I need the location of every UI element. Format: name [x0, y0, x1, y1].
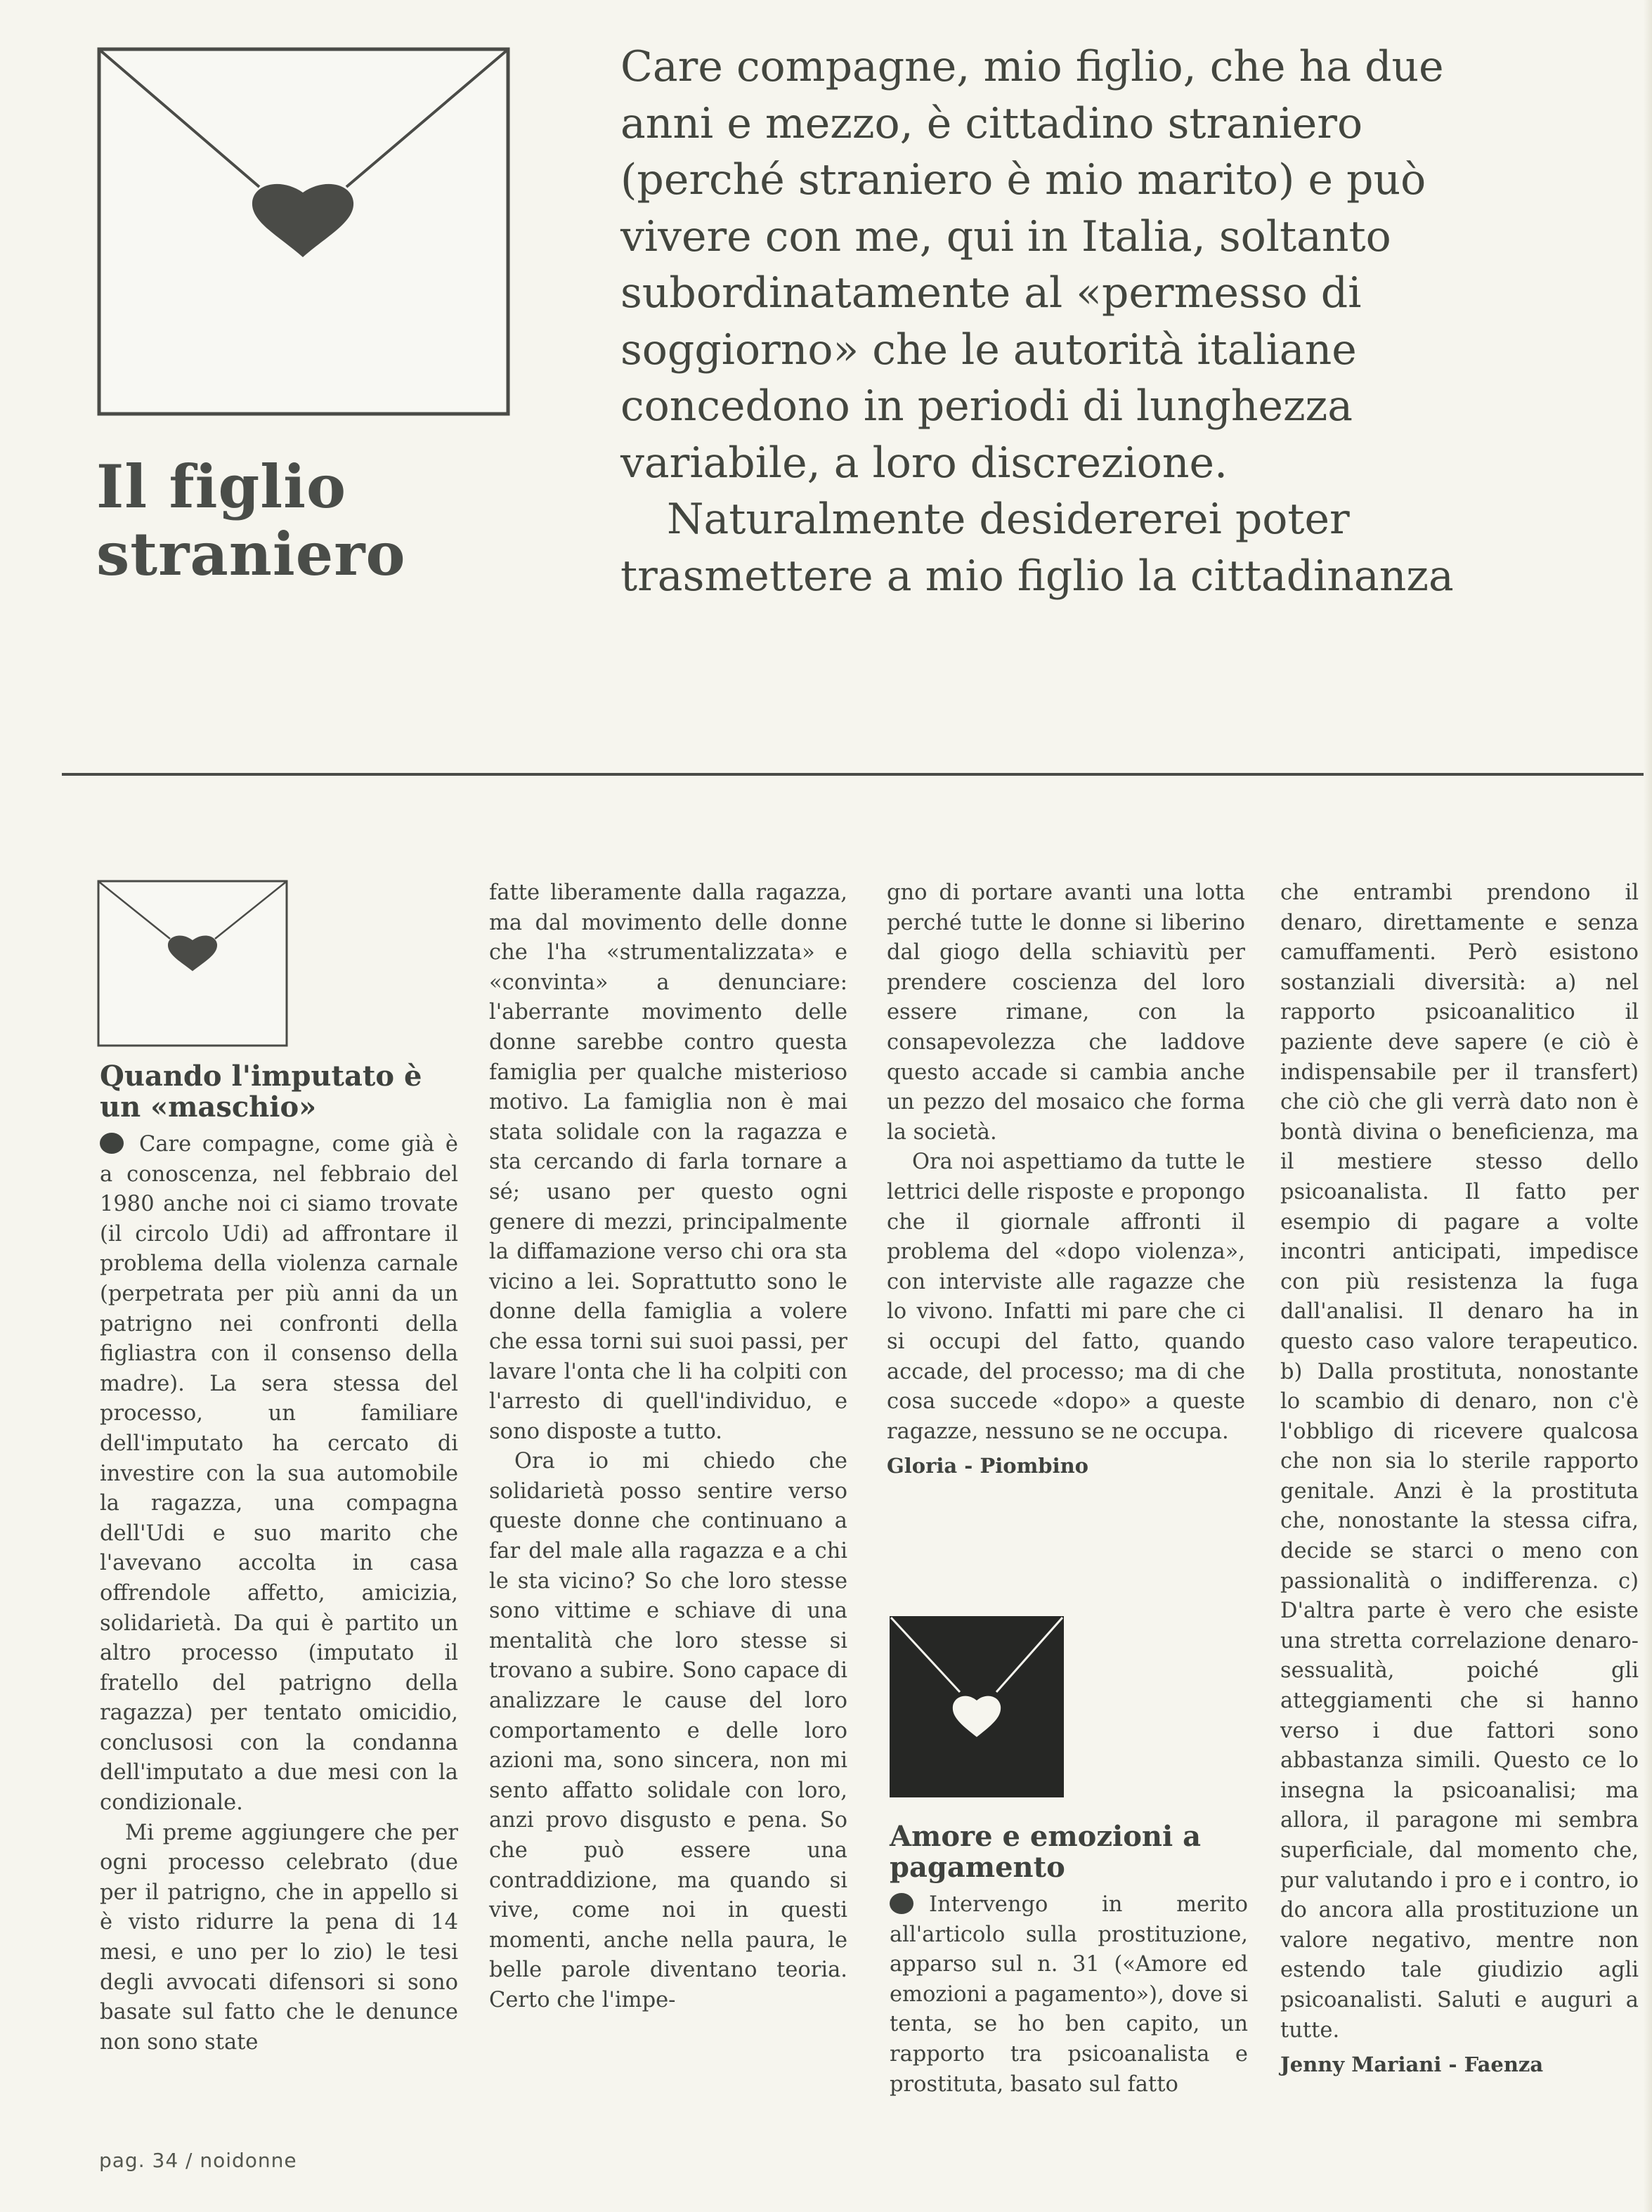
envelope-heart-dark-icon — [890, 1616, 1064, 1797]
letter2-paragraph: Intervengo in merito all'articolo sulla prostituzione, apparso sul n. 31 («Amore ed emozioni a pagamento»), dove si tenta, se ho ben capito, un rapporto tra psicoanalista e prostituta, basato sul fatto — [890, 1892, 1248, 2097]
envelope-heart-icon-graphic — [96, 46, 511, 417]
main-article-title — [96, 453, 405, 588]
section-divider — [62, 773, 1652, 776]
letter2-signature: Jenny Mariani - Faenza — [1280, 2052, 1544, 2077]
letter1-paragraph: Mi preme aggiungere che per ogni processo celebrato (due per il patrigno, che in appello si è visto ridurre la pena di 14 mesi, e uno per lo zio) le tesi degli avvocati difensori si sono basate sul fatto che le denunce non sono state — [100, 1820, 458, 2055]
envelope-heart-icon — [97, 880, 288, 1047]
main-article-lead — [620, 39, 1632, 604]
lead-line: concedono in periodi di lunghezza — [620, 382, 1353, 431]
lead-line: subordinatamente al «permesso di — [620, 268, 1362, 318]
lead-line: (perché straniero è mio marito) e può — [620, 155, 1426, 204]
letter1-paragraph: Ora noi aspettiamo da tutte le lettrici delle risposte e propongo che il giornale affronti il problema del «dopo violenza», con interviste alle ragazze che lo vivono. Infatti mi pare che ci si occupi del fatto, quando accade, del processo; ma di che cosa succede «dopo» a queste ragazze, nessuno se ne occupa. — [887, 1150, 1245, 1444]
envelope-heart-icon — [96, 46, 511, 417]
letter1-paragraph: Care compagne, come già è a conoscenza, nel febbraio del 1980 anche noi ci siamo trovate (il circolo Udi) ad affrontare il problema della violenza carnale (perpetrata per più anni da un patrigno nei confronti della figliastra con il consenso della madre). La sera stessa del processo, un familiare dell'imputato ha cercato di investire con la sua automobile la ragazza, una compagna dell'Udi e suo marito che l'avevano accolta in casa offrendole affetto, amicizia, solidarietà. Da qui è partito un altro processo (imputato il fratello del patrigno della ragazza) per tentato omicidio, conclusosi con la condanna dell'imputato a due mesi con la condizionale. — [100, 1132, 458, 1816]
letter2-column-end — [1280, 878, 1639, 2080]
page-footer: pag. 34 / noidonne — [99, 2149, 297, 2172]
lead-line: Naturalmente desidererei poter — [667, 495, 1350, 544]
main-title-line: Il figlio — [96, 452, 347, 521]
lead-line: soggiorno» che le autorità italiane — [620, 325, 1357, 375]
lead-line: anni e mezzo, è cittadino straniero — [620, 98, 1363, 148]
lead-line: vivere con me, qui in Italia, soltanto — [620, 212, 1391, 261]
scan-edge-shadow — [1644, 0, 1652, 2212]
main-title-line: straniero — [96, 519, 406, 589]
lead-line: Care compagne, mio figlio, che ha due — [620, 42, 1444, 91]
letter1-column-3 — [887, 878, 1245, 1481]
bullet-icon — [100, 1133, 124, 1154]
letter1-paragraph: fatte liberamente dalla ragazza, ma dal movimento delle donne che l'ha «strumentalizzata» e «convinta» a denunciare: l'aberrante movimento delle donne sarebbe contro questa famiglia per qualche misterioso motivo. La famiglia non è mai stata solidale con la ragazza e sta cercando di farla tornare a sé; usano per questo ogni genere di mezzi, principalmente la diffamazione verso chi ora sta vicino a lei. Soprattutto sono le donne della famiglia a volere che essa torni sui suoi passi, per lavare l'onta che li ha colpiti con l'arresto di quell'individuo, e sono disposte a tutto. — [489, 880, 847, 1444]
envelope-heart-dark-graphic — [890, 1616, 1064, 1797]
letter2-column-start — [890, 1821, 1248, 2100]
letter1-paragraph: Ora io mi chiedo che solidarietà posso sentire verso queste donne che continuano a far del male alla ragazza e a chi le sta vicino? So che loro stesse sono vittime e schiave di una mentalità che loro stesse si trovano a subire. Sono capace di analizzare le cause del loro comportamento e delle loro azioni ma, sono sincera, non mi sento affatto solidale con loro, anzi provo disgusto e pena. So che può essere una contraddizione, ma quando si vive, come noi in questi momenti, anche nella paura, le belle parole diventano teoria. Certo che l'impe- — [489, 1449, 847, 2012]
letter1-signature: Gloria - Piombino — [887, 1454, 1089, 1478]
letter1-column-1 — [100, 1061, 458, 2057]
letter2-paragraph: che entrambi prendono il denaro, direttamente e senza camuffamenti. Però esistono sostanziali diversità: a) nel rapporto psicoanalitico il paziente deve sapere (e ciò è indispensabile per il transfert) che ciò che gli verrà dato non è bontà divina o beneficienza, ma il mestiere stesso dello psicoanalista. Il fatto per esempio di pagare a volte incontri anticipati, impedisce con più resistenza la fuga dall'analisi. Il denaro ha in questo caso valore terapeutico. b) Dalla prostituta, nonostante lo scambio di denaro, non c'è l'obbligo di ricevere qualcosa che non sia lo sterile rapporto genitale. Anzi è la prostituta che, nonostante la stessa cifra, decide se starci o meno con passionalità o indifferenza. c) D'altra parte è vero che esiste una stretta correlazione denaro-sessualità, poiché gli atteggiamenti che si hanno verso i due fattori sono abbastanza simili. Questo ce lo insegna la psicoanalisi; ma allora, il paragone mi sembra superficiale, dal momento che, pur valutando i pro e i contro, io do ancora alla prostituzione un valore negativo, mentre non estendo tale giudizio agli psicoanalisti. Saluti e auguri a tutte. — [1280, 880, 1639, 2043]
bullet-icon — [890, 1893, 913, 1914]
envelope-heart-small-graphic — [97, 880, 288, 1047]
lead-line: trasmettere a mio figlio la cittadinanza — [620, 551, 1454, 601]
letter1-title: Quando l'imputato è un «maschio» — [100, 1060, 422, 1124]
letter2-title: Amore e emozioni a pagamento — [890, 1820, 1202, 1884]
letter1-column-2 — [489, 878, 847, 2016]
letter1-paragraph: gno di portare avanti una lotta perché tutte le donne si liberino dal giogo della schiavitù per prendere coscienza del loro essere rimane, con la consapevolezza che laddove questo accade si cambia anche un pezzo del mosaico che forma la società. — [887, 880, 1245, 1145]
lead-line: variabile, a loro discrezione. — [620, 438, 1228, 488]
